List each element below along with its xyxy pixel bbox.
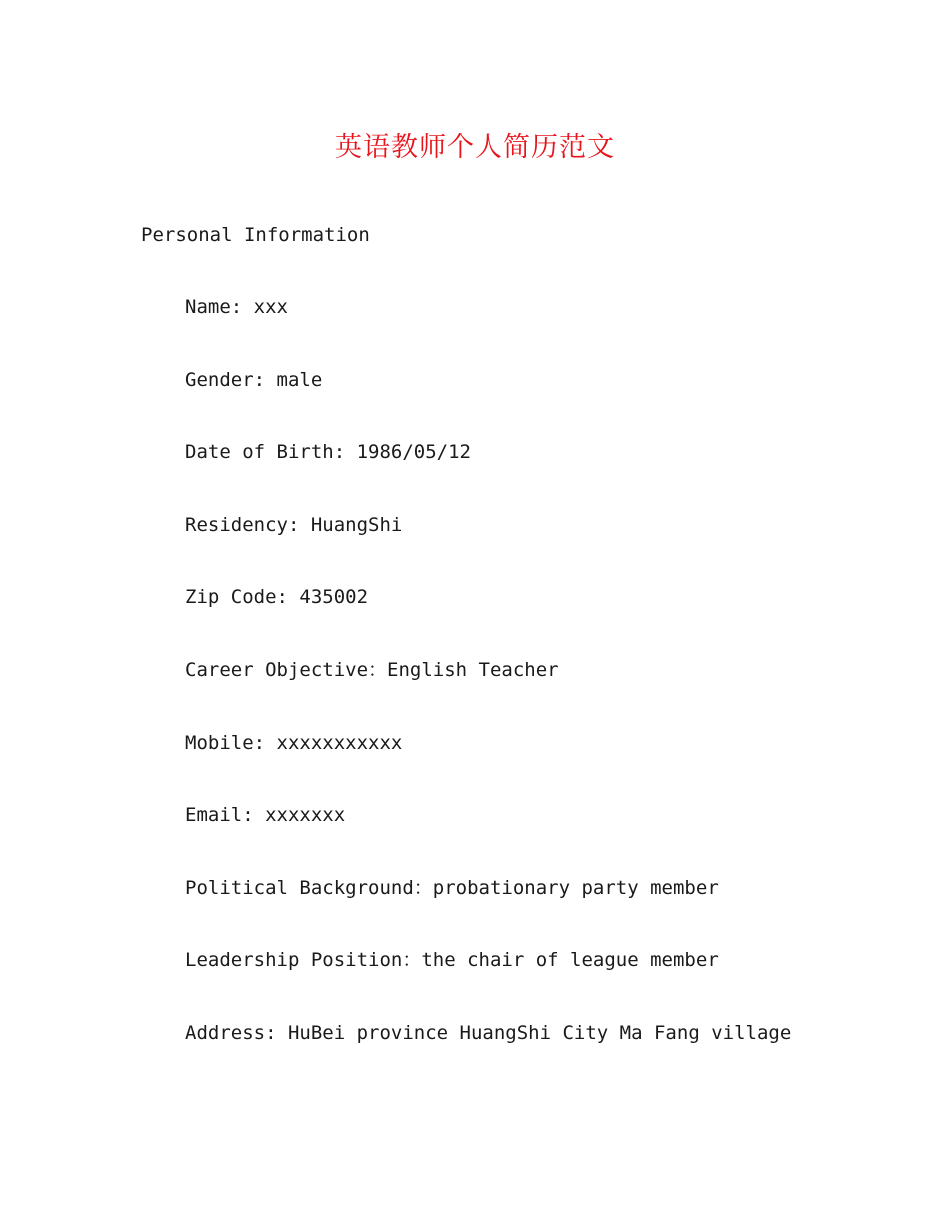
field-email: Email: xxxxxxx	[185, 804, 346, 827]
field-name: Name: xxx	[185, 296, 288, 318]
field-residency: Residency: HuangShi	[185, 513, 403, 536]
section-heading-personal-information: Personal Information	[141, 224, 370, 246]
field-address: Address: HuBei province HuangShi City Ma Fang village	[185, 1021, 792, 1044]
personal-info-list	[185, 294, 791, 1093]
field-political-background: Political Background：probationary party member	[185, 876, 719, 899]
field-career-objective: Career Objective：English Teacher	[185, 658, 559, 681]
field-zip-code: Zip Code: 435002	[185, 586, 369, 609]
field-mobile: Mobile: xxxxxxxxxxx	[185, 731, 403, 754]
field-leadership-position: Leadership Position：the chair of league member	[185, 949, 719, 972]
document-title: 英语教师个人简历范文	[335, 132, 615, 163]
field-date-of-birth: Date of Birth: 1986/05/12	[185, 441, 471, 464]
field-gender: Gender: male	[185, 368, 323, 391]
